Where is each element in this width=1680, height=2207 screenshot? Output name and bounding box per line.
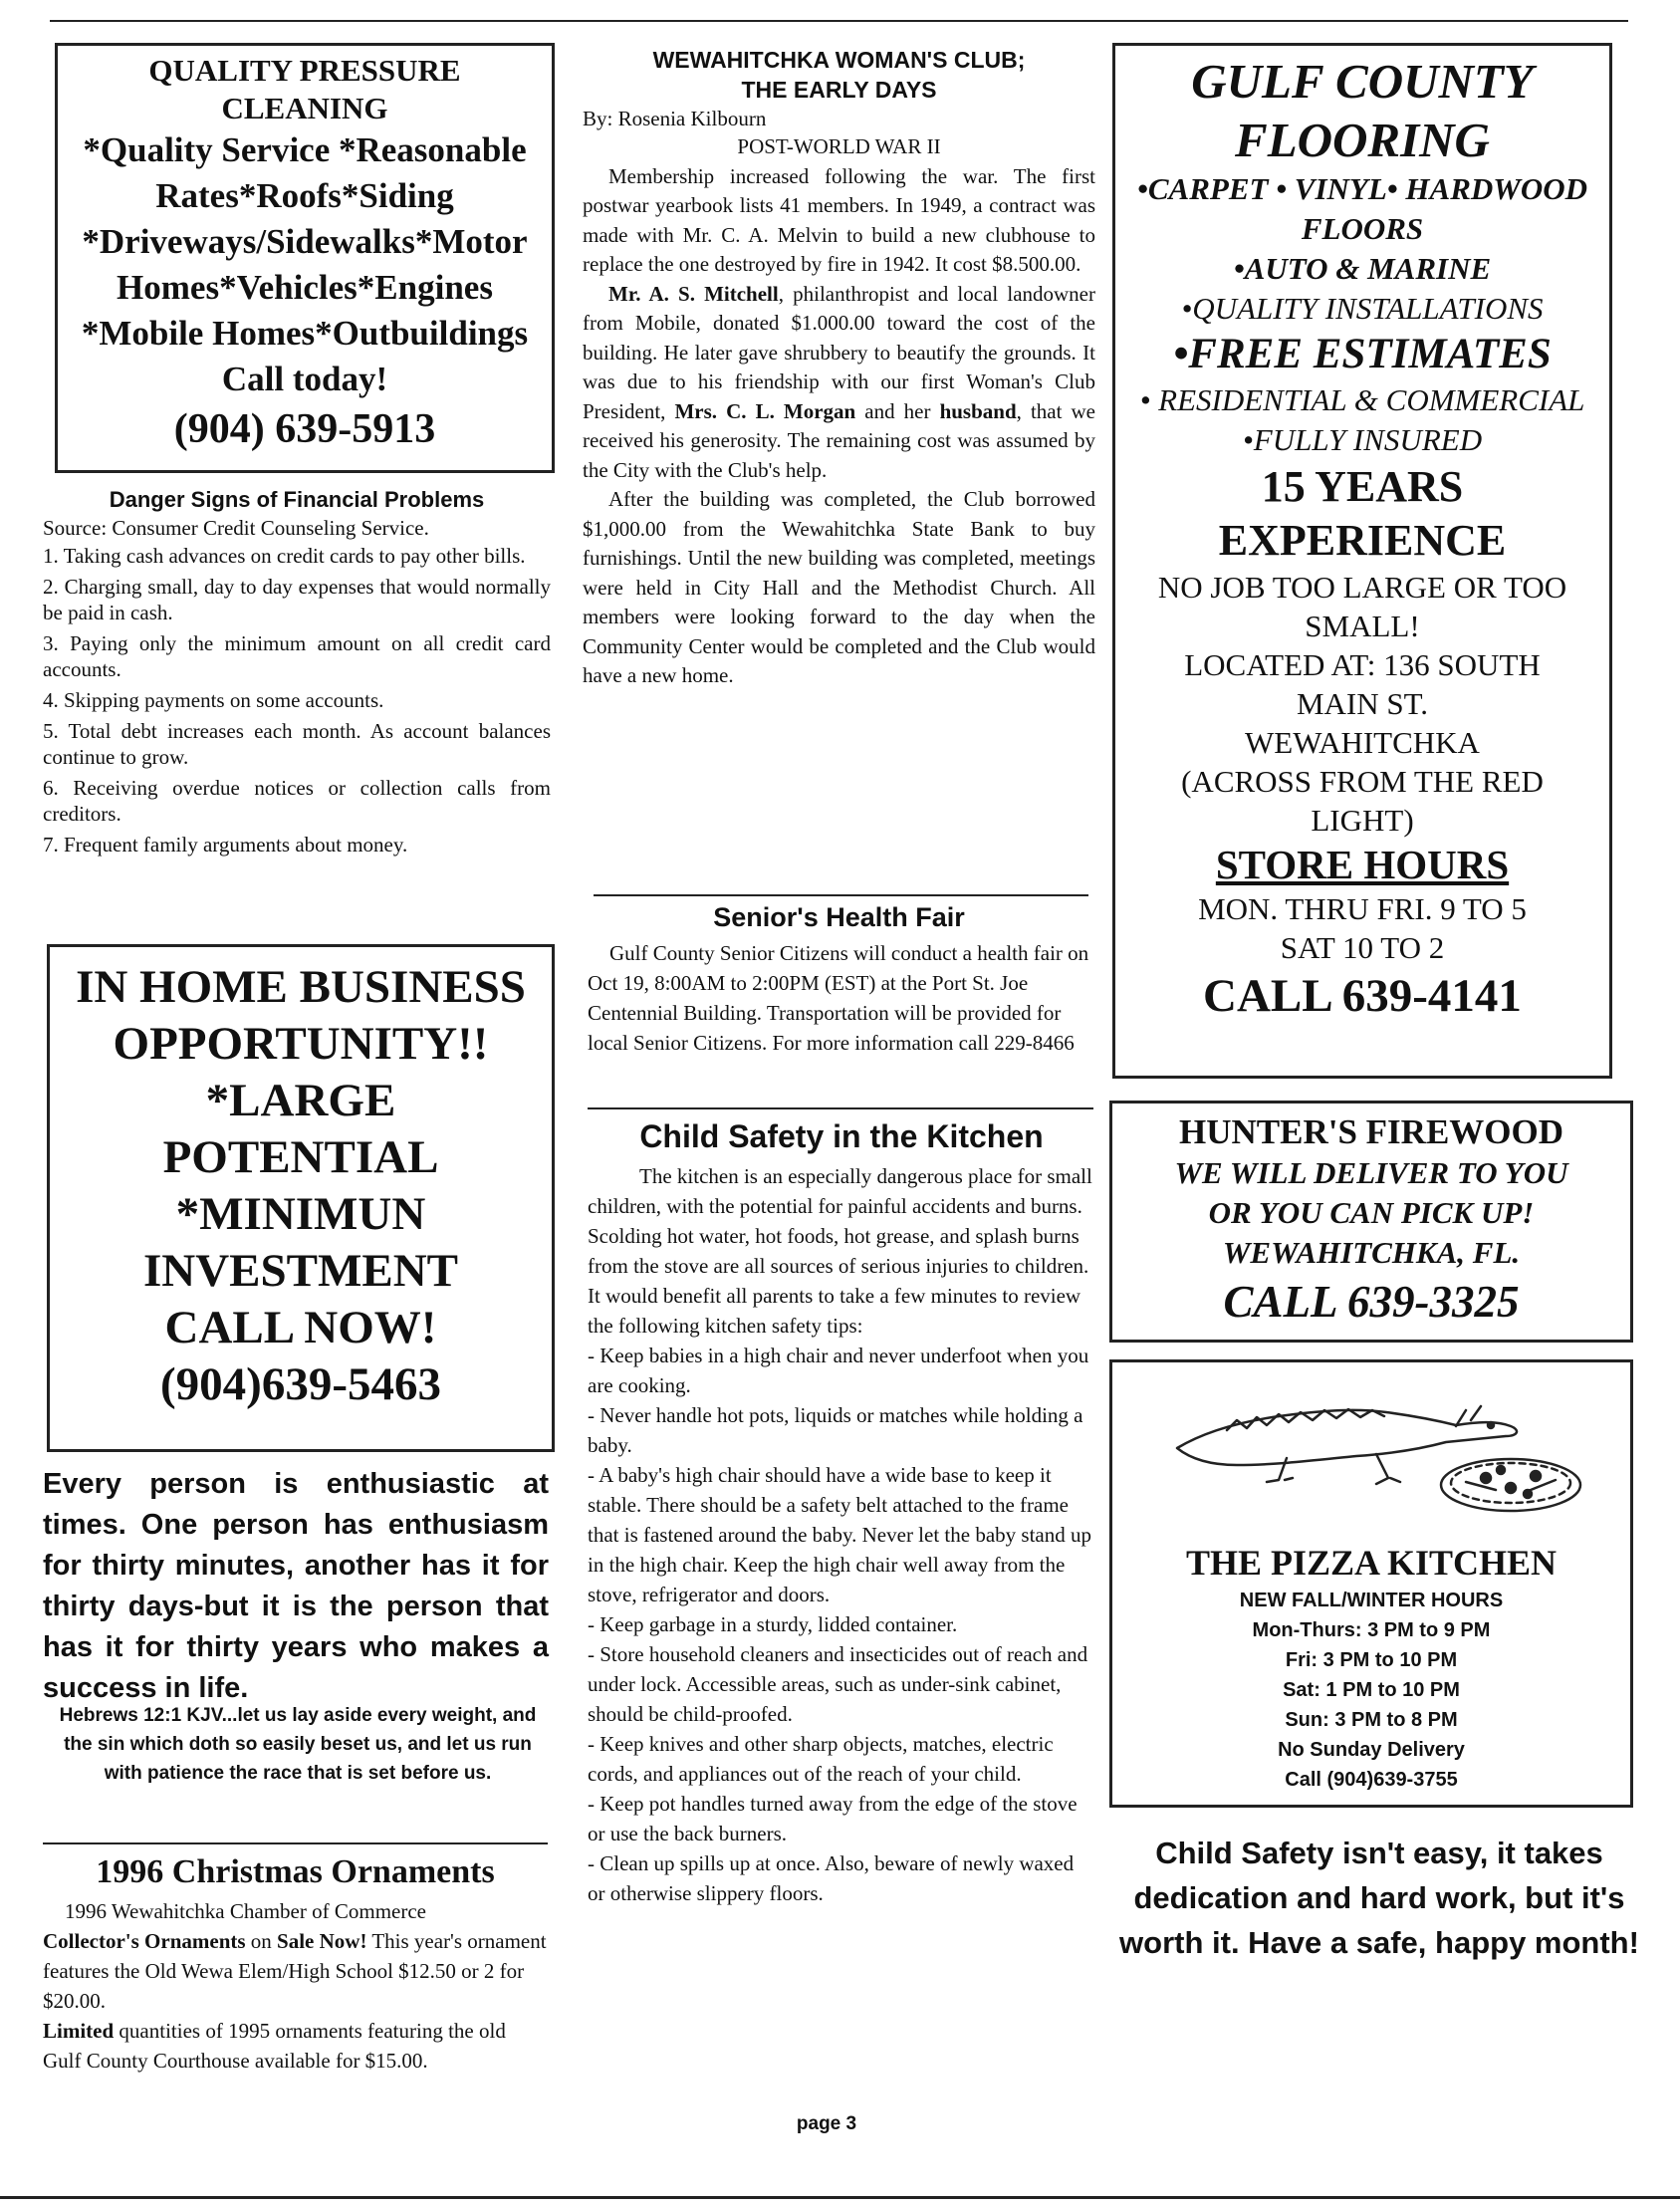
page-number: page 3	[796, 2113, 857, 2134]
ad-line: •AUTO & MARINE	[1233, 251, 1492, 286]
article-subtitle: POST-WORLD WAR II	[737, 134, 941, 158]
ad-info-line: LOCATED AT: 136 SOUTH	[1184, 647, 1541, 682]
ad-service-line: Homes*Vehicles*Engines	[117, 268, 493, 307]
article-title: Child Safety in the Kitchen	[639, 1118, 1044, 1154]
list-item: - Keep knives and other sharp objects, matches, electric cords, and appliances out of the reach of your child.	[588, 1732, 1054, 1786]
ad-line: Fri: 3 PM to 10 PM	[1285, 1649, 1458, 1671]
list-item: - Keep babies in a high chair and never underfoot when you are cooking.	[588, 1344, 1089, 1397]
text-run: Sale Now!	[277, 1929, 367, 1953]
ad-service-line: *Driveways/Sidewalks*Motor	[82, 222, 528, 261]
ad-phone: CALL 639-3325	[1223, 1277, 1520, 1327]
ad-line: NEW FALL/WINTER HOURS	[1239, 1590, 1504, 1611]
section-divider	[43, 1842, 548, 1844]
danger-signs-article	[43, 485, 551, 862]
text-run: on	[245, 1929, 278, 1953]
ad-info-line: LIGHT)	[1311, 803, 1414, 838]
child-safety-message: Child Safety isn't easy, it takes dedication and hard work, but it's worth it. Have a safe, happy month!	[1119, 1836, 1639, 1960]
article-paragraph	[583, 280, 1095, 486]
list-item: 2. Charging small, day to day expenses that would normally be paid in cash.	[43, 575, 551, 624]
article-title: THE EARLY DAYS	[741, 77, 937, 103]
text-run: , philanthropist and local landowner from Mobile, donated $1.000.00 toward the cost of the building. He later gave shrubbery to beautify the grounds. It was due to his friendship with our first Woman's Club President,	[583, 281, 1095, 423]
ad-line: WEWAHITCHKA, FL.	[1222, 1235, 1521, 1270]
danger-list	[43, 543, 551, 858]
kitchen-safety-article	[588, 1113, 1095, 1908]
ad-info-line: MAIN ST.	[1296, 686, 1429, 721]
ad-line: No Sunday Delivery	[1278, 1739, 1465, 1761]
text-run: 1996 Wewahitchka Chamber of Commerce	[65, 1899, 426, 1923]
ad-line: Sun: 3 PM to 8 PM	[1285, 1709, 1458, 1731]
article-paragraph: After the building was completed, the Club borrowed $1,000.00 from the Wewahitchka State Bank to buy furnishings. Until the new building was completed, meetings were held in City Hall and the Methodist Church. All members were looking forward to the day when the Community Center would be completed and the Club would have a new home.	[583, 487, 1095, 687]
flooring-ad	[1112, 43, 1612, 1079]
ad-line: • RESIDENTIAL & COMMERCIAL	[1139, 382, 1585, 417]
list-item: - Never handle hot pots, liquids or matches while holding a baby.	[588, 1403, 1083, 1457]
health-fair-article	[588, 896, 1090, 1058]
ad-title: THE PIZZA KITCHEN	[1185, 1543, 1558, 1583]
article-paragraph	[43, 1896, 548, 2016]
ad-title-line: FLOORING	[1235, 113, 1490, 167]
pizza-topping	[1506, 1483, 1516, 1493]
list-item: - Keep pot handles turned away from the edge of the stove or use the back burners.	[588, 1792, 1078, 1845]
alligator-pizza-illustration	[1167, 1370, 1585, 1520]
list-item: 6. Receiving overdue notices or collection calls from creditors.	[43, 776, 551, 826]
alligator-eye	[1488, 1422, 1494, 1428]
ad-info-line: SMALL!	[1305, 609, 1420, 643]
ad-line: CALL NOW!	[164, 1302, 437, 1353]
text-run: Limited	[43, 2019, 115, 2043]
ad-line: *MINIMUN	[175, 1188, 426, 1240]
ad-title-line: GULF COUNTY	[1191, 54, 1534, 109]
ad-line: •CARPET • VINYL• HARDWOOD	[1137, 171, 1587, 206]
list-item: - Store household cleaners and insecticides out of reach and under lock. Accessible areas, such as under-sink cabinet, should be child-proofed.	[588, 1642, 1088, 1726]
text-run: This year's ornament features the Old Wewa Elem/High School $12.50 or 2 for $20.00.	[43, 1929, 547, 2013]
list-item: 1. Taking cash advances on credit cards to pay other bills.	[43, 544, 526, 568]
article-paragraph: Gulf County Senior Citizens will conduct a health fair on Oct 19, 8:00AM to 2:00PM (EST) at the Port St. Joe Centennial Building. Transportation will be provided for local Senior Citizens. For more information call 229-8466	[588, 941, 1089, 1055]
text-run: Collector's Ornaments	[43, 1929, 246, 1953]
pizza-topping	[1531, 1471, 1541, 1481]
article-title: WEWAHITCHKA WOMAN'S CLUB;	[652, 47, 1026, 73]
list-item: - Clean up spills up at once. Also, beware of newly waxed or otherwise slippery floors.	[588, 1851, 1075, 1905]
ad-line: FLOORS	[1301, 211, 1424, 246]
ad-years: 15 YEARS	[1261, 462, 1464, 511]
bible-verse: Hebrews 12:1 KJV...let us lay aside every weight, and the sin which doth so easily beset us, and let us run with patience the race that is set before us.	[59, 1705, 537, 1784]
text-run: husband	[939, 398, 1017, 423]
ad-line: Mon-Thurs: 3 PM to 9 PM	[1252, 1619, 1491, 1641]
ad-title-line: QUALITY PRESSURE	[148, 53, 461, 88]
ad-title-line: CLEANING	[221, 91, 388, 125]
pizza-kitchen-ad	[1109, 1359, 1633, 1808]
ad-line: •FULLY INSURED	[1242, 422, 1483, 457]
ad-hours-line: SAT 10 TO 2	[1280, 930, 1445, 965]
article-paragraph: The kitchen is an especially dangerous place for small children, with the potential for painful accidents and burns. Scolding hot water, hot foods, hot grease, and splash burns from the stove are all sources of serious injuries to children. It would benefit all parents to take a few minutes to review the following kitchen safety tips:	[588, 1164, 1092, 1338]
article-title: 1996 Christmas Ornaments	[96, 1853, 495, 1890]
ad-info-line: (ACROSS FROM THE RED	[1181, 764, 1544, 799]
pizza-topping	[1497, 1466, 1505, 1474]
ad-info-line: NO JOB TOO LARGE OR TOO	[1157, 570, 1567, 605]
pizza-ad-text	[1112, 1540, 1630, 1795]
alligator-body-shape	[1177, 1410, 1517, 1465]
pressure-cleaning-ad	[55, 43, 555, 473]
list-item: - Keep garbage in a sturdy, lidded container.	[588, 1612, 958, 1636]
text-run: Mr. A. S. Mitchell	[608, 281, 779, 306]
section-divider	[588, 1107, 1093, 1109]
list-item: - A baby's high chair should have a wide base to keep it stable. There should be a safety belt attached to the frame that is fastened around the baby. Never let the baby stand up in the high chair. Keep the high chair well away from the stove, refrigerator and doors.	[588, 1463, 1091, 1606]
ad-phone: (904) 639-5913	[173, 406, 436, 452]
ad-line: •QUALITY INSTALLATIONS	[1181, 291, 1544, 326]
ad-years: EXPERIENCE	[1218, 516, 1507, 565]
christmas-ornaments-article	[43, 1850, 548, 2076]
article-byline: By: Rosenia Kilbourn	[583, 107, 767, 130]
ad-line: IN HOME BUSINESS	[76, 961, 526, 1013]
list-item: 5. Total debt increases each month. As account balances continue to grow.	[43, 719, 551, 769]
alligator-back-leg	[1376, 1454, 1400, 1484]
ad-line: INVESTMENT	[142, 1245, 458, 1297]
top-rule	[50, 20, 1628, 22]
ad-phone: CALL 639-4141	[1203, 970, 1522, 1022]
ad-service-line: *Quality Service *Reasonable	[83, 130, 527, 169]
ad-service-line: *Mobile Homes*Outbuildings	[81, 314, 529, 353]
enthusiasm-quote: Every person is enthusiastic at times. One person has enthusiasm for thirty minutes, another has it for thirty days-but it is the person that has it for thirty years who makes a success in life.	[43, 1468, 549, 1704]
text-run: , that we received his generosity. The remaining cost was assumed by the City with the Club's help.	[583, 398, 1095, 482]
ad-free-estimates: •FREE ESTIMATES	[1173, 331, 1552, 377]
ad-line: WE WILL DELIVER TO YOU	[1174, 1155, 1568, 1190]
ad-title: HUNTER'S FIREWOOD	[1178, 1112, 1564, 1151]
list-item: 4. Skipping payments on some accounts.	[43, 688, 384, 712]
ad-line: OPPORTUNITY!!	[113, 1018, 489, 1070]
list-item: 3. Paying only the minimum amount on all credit card accounts.	[43, 631, 551, 681]
ad-service-line: Call today!	[221, 360, 388, 398]
text-run: quantities of 1995 ornaments featuring the old Gulf County Courthouse available for $15.00.	[43, 2019, 506, 2073]
ad-service-line: Rates*Roofs*Siding	[155, 176, 454, 215]
ad-line: Sat: 1 PM to 10 PM	[1283, 1679, 1460, 1701]
article-source: Source: Consumer Credit Counseling Service.	[43, 516, 429, 540]
ad-line: *LARGE	[205, 1075, 396, 1126]
ad-line: POTENTIAL	[162, 1131, 439, 1183]
ad-hours-line: MON. THRU FRI. 9 TO 5	[1198, 891, 1527, 926]
text-run: Mrs. C. L. Morgan	[674, 398, 856, 423]
pizza-topping	[1481, 1473, 1491, 1483]
ad-line: OR YOU CAN PICK UP!	[1208, 1195, 1535, 1230]
home-business-ad	[47, 944, 555, 1452]
ad-phone: (904)639-5463	[160, 1358, 441, 1410]
article-title: Danger Signs of Financial Problems	[109, 487, 485, 512]
safety-tips-list	[588, 1341, 1095, 1908]
firewood-ad	[1109, 1101, 1633, 1343]
bottom-rule	[0, 2196, 1680, 2199]
ad-info-line: WEWAHITCHKA	[1245, 725, 1480, 760]
article-paragraph	[43, 2016, 548, 2076]
article-title: Senior's Health Fair	[713, 902, 965, 932]
article-paragraph: Membership increased following the war. The first postwar yearbook lists 41 members. In 1949, a contract was made with Mr. C. A. Melvin to build a new clubhouse to replace the one destroyed by fire in 1942. It cost $8.500.00.	[583, 163, 1095, 276]
ad-store-hours: STORE HOURS	[1215, 842, 1510, 887]
ad-phone: Call (904)639-3755	[1285, 1769, 1458, 1791]
womans-club-article	[583, 45, 1095, 691]
list-item: 7. Frequent family arguments about money.	[43, 833, 408, 857]
text-run: and her	[855, 398, 940, 423]
